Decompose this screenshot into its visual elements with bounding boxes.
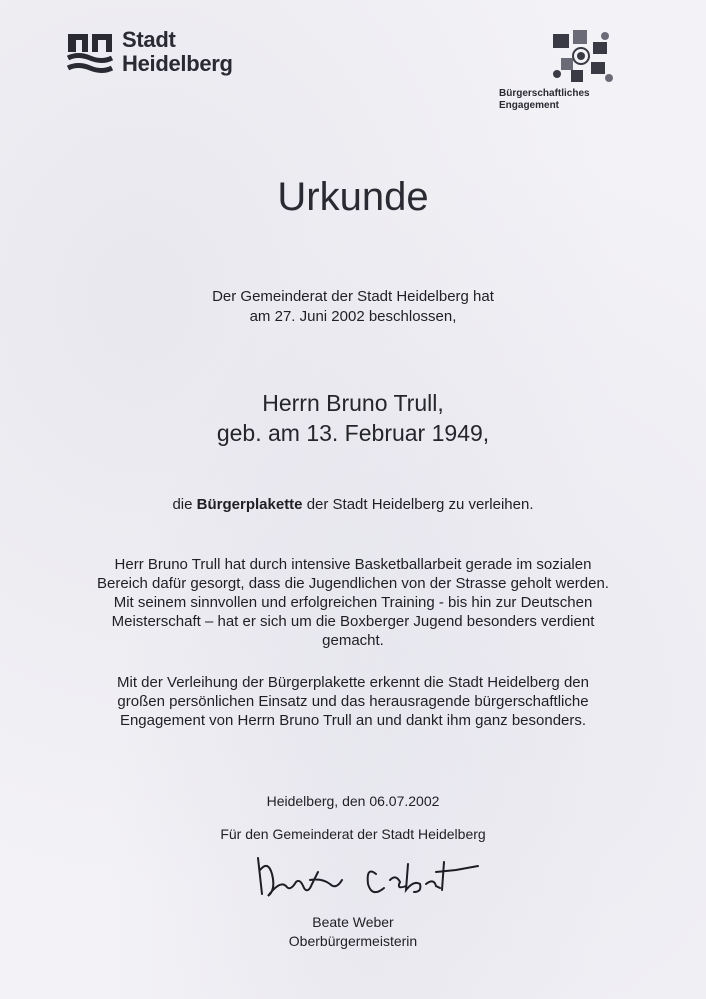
engagement-label-line1: Bürgerschaftliches: [499, 88, 590, 99]
council-line: Für den Gemeinderat der Stadt Heidelberg: [220, 826, 486, 842]
signer: [40, 913, 666, 951]
city-logo-line1: Stadt: [122, 27, 176, 52]
award-statement: [40, 495, 666, 515]
reason-paragraph: Herr Bruno Trull hat durch intensive Basketballarbeit gerade im sozialen Bereich dafür gesorgt, dass die Jugendlichen von der Strasse geholt werden. Mit seinem sinnvollen und erfolgreichen Training - bis hin zur Deutschen Meisterschaft – hat er sich um die Boxberger Jugend besonders verdient gemacht.: [97, 556, 609, 649]
intro-text: [40, 287, 666, 327]
recipient-birthdate: geb. am 13. Februar 1949,: [216, 420, 490, 446]
signer-title: Oberbürgermeisterin: [288, 933, 418, 949]
engagement-label-line2: Engagement: [499, 100, 560, 111]
recipient: [40, 388, 666, 448]
award-name: Bürgerplakette: [196, 496, 303, 513]
city-logo: [66, 28, 256, 88]
puzzle-figure-icon: [547, 28, 617, 86]
signer-name: Beate Weber: [312, 914, 394, 930]
city-logo-text: [122, 28, 233, 76]
acknowledgement-paragraph: Mit der Verleihung der Bürgerplakette erkennt die Stadt Heidelberg den großen persönlichen Einsatz und das herausragende bürgerschaftliche Engagement von Herrn Bruno Trull an und dankt ihm ganz besonders.: [117, 674, 589, 729]
city-logo-line2: Heidelberg: [122, 51, 233, 76]
intro-line1: Der Gemeinderat der Stadt Heidelberg hat: [212, 288, 494, 305]
award-prefix: die: [172, 496, 197, 513]
certificate-title: Urkunde: [277, 175, 429, 219]
heidelberg-wave-emblem-icon: [66, 30, 114, 76]
recipient-name: Herrn Bruno Trull,: [262, 390, 444, 416]
award-suffix: der Stadt Heidelberg zu verleihen.: [302, 496, 534, 513]
engagement-logo-label: [499, 88, 590, 112]
place-date: Heidelberg, den 06.07.2002: [266, 793, 440, 809]
handwritten-signature: [250, 850, 480, 910]
intro-line2: am 27. Juni 2002 beschlossen,: [249, 308, 457, 325]
engagement-logo: [495, 28, 635, 123]
